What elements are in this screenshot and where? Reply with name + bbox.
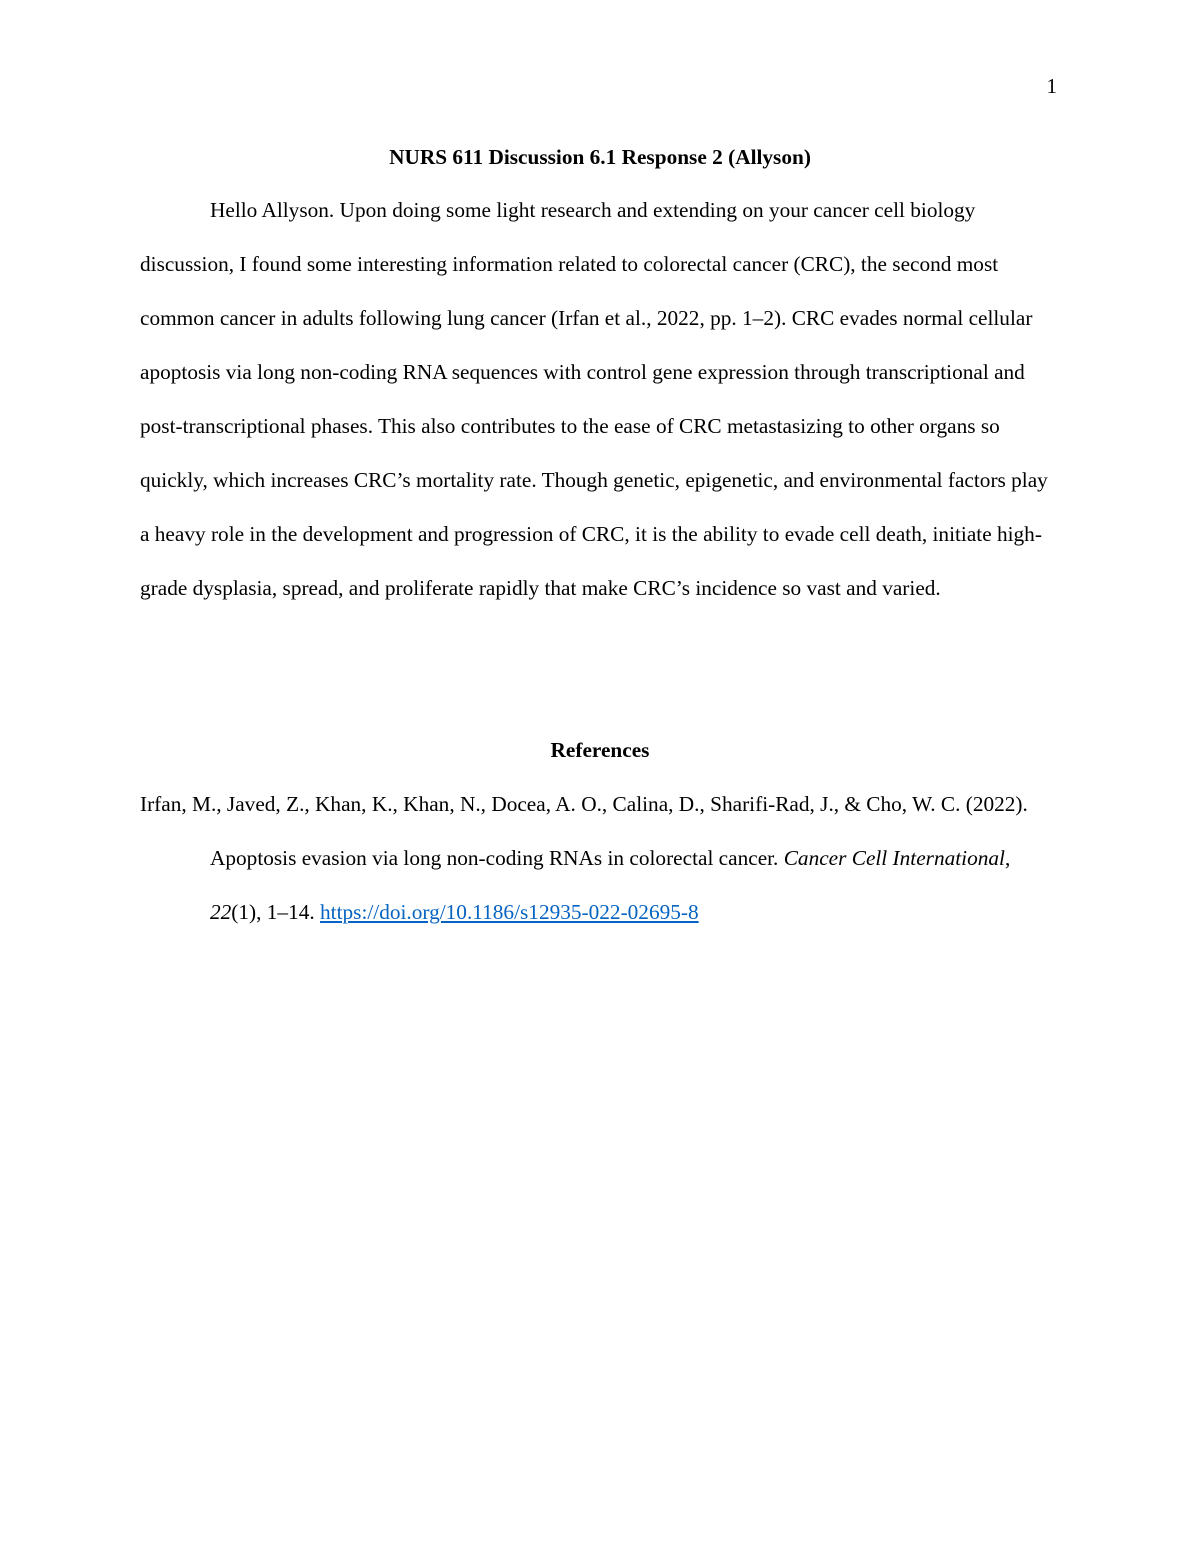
reference-journal: Cancer Cell International xyxy=(783,846,1005,870)
reference-volume: 22 xyxy=(210,900,232,924)
page-number: 1 xyxy=(1046,74,1057,98)
references-heading: References xyxy=(550,738,650,762)
body-paragraph: Hello Allyson. Upon doing some light research and extending on your cancer cell biology discussion, I found some interesting information related to colorectal cancer (CRC), the second most common cancer in adults following lung cancer (Irfan et al., 2022, pp. 1–2). CRC evades normal cellular apoptosis via long non-coding RNA sequences with control gene expression through transcriptional and post-transcriptional phases. This also contributes to the ease of CRC metastasizing to other organs so quickly, which increases CRC’s mortality rate. Though genetic, epigenetic, and environmental factors play a heavy role in the development and progression of CRC, it is the ability to evade cell death, initiate high-grade dysplasia, spread, and proliferate rapidly that make CRC’s incidence so vast and varied. xyxy=(140,198,1048,600)
document-content xyxy=(140,142,1060,939)
reference-issue-pages: (1), 1–14. xyxy=(231,900,321,924)
document-title: NURS 611 Discussion 6.1 Response 2 (Allyson) xyxy=(389,145,811,169)
reference-entry xyxy=(140,777,1060,939)
reference-authors-title: Irfan, M., Javed, Z., Khan, K., Khan, N., Docea, A. O., Calina, D., Sharifi-Rad, J., & Cho, W. C. (2022). Apoptosis evasion via long non-coding RNAs in colorectal cancer. xyxy=(140,792,1028,870)
reference-separator: , xyxy=(1004,846,1011,870)
reference-doi-link[interactable]: https://doi.org/10.1186/s12935-022-02695-8 xyxy=(320,900,699,924)
